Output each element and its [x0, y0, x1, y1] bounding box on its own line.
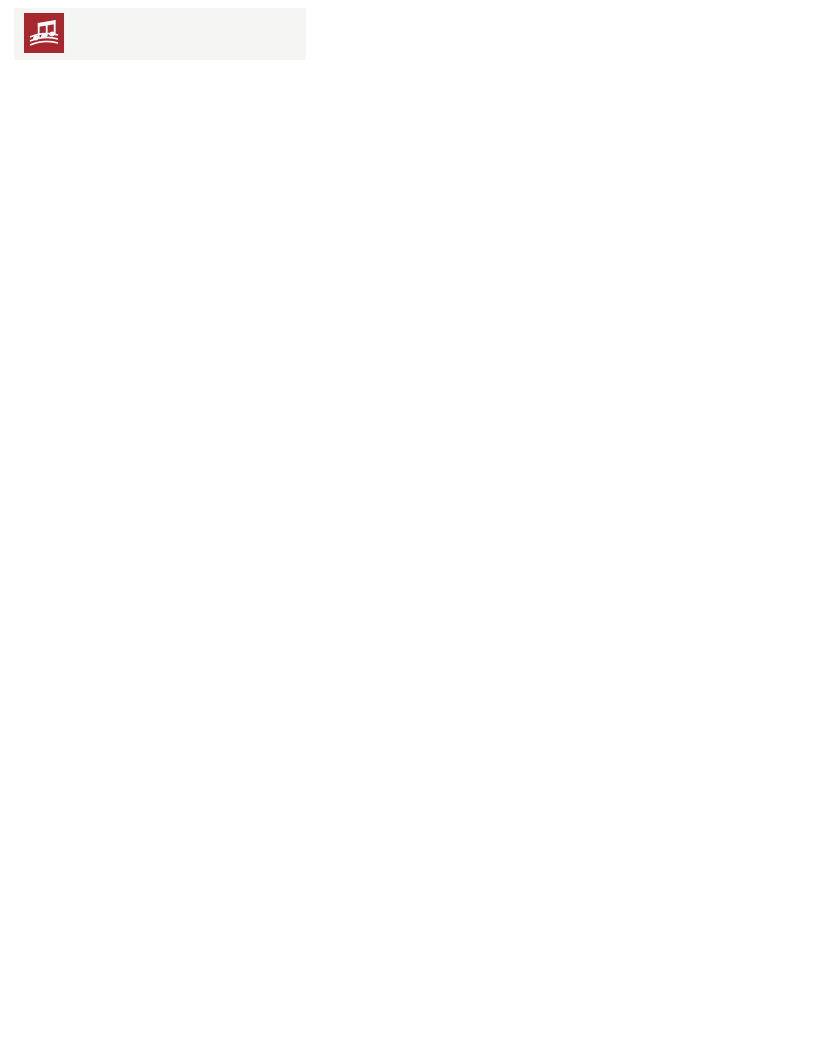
music-notes-icon: [24, 13, 64, 53]
logo-wordmark: [71, 13, 75, 53]
logo-top-row: [24, 13, 298, 53]
academy-logo: [14, 8, 306, 60]
document-header: [14, 8, 802, 60]
logo-line-2: [71, 33, 75, 53]
logo-line-1: [71, 13, 75, 33]
